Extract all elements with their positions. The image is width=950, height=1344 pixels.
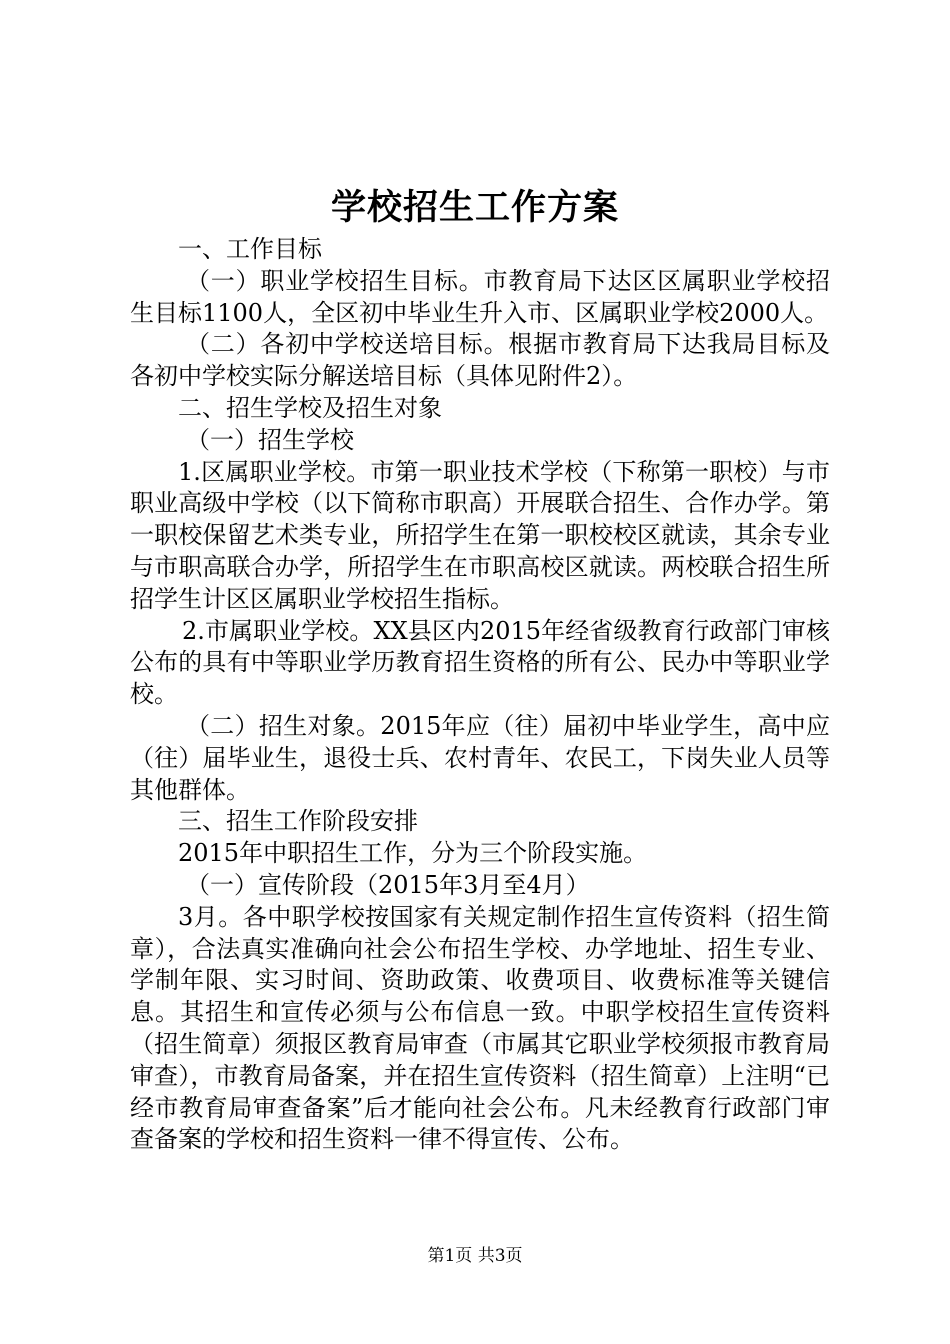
document-body [130, 234, 830, 1156]
paragraph: （二）招生对象。2015年应（往）届初中毕业学生，高中应（往）届毕业生，退役士兵、农村青年、农民工，下岗失业人员等其他群体。 [130, 711, 830, 804]
paragraph: 2015年中职招生工作，分为三个阶段实施。 [178, 839, 648, 868]
paragraph: 2.市属职业学校。XX县区内2015年经省级教育行政部门审核公布的具有中等职业学历教育招生资格的所有公、民办中等职业学校。 [130, 616, 830, 709]
sub-heading: （一）招生学校 [186, 425, 354, 454]
section-heading-3: 三、招生工作阶段安排 [178, 807, 418, 836]
paragraph: （一）职业学校招生目标。市教育局下达区区属职业学校招生目标1100人，全区初中毕业生升入市、区属职业学校2000人。 [130, 266, 830, 327]
sub-heading: （一）宣传阶段（2015年3月至4月） [186, 870, 590, 899]
paragraph: 3月。各中职学校按国家有关规定制作招生宣传资料（招生简章），合法真实准确向社会公布招生学校、办学地址、招生专业、学制年限、实习时间、资助政策、收费项目、收费标准等关键信息。其招生和宣传必须与公布信息一致。中职学校招生宣传资料（招生简章）须报区教育局审查（市属其它职业学校须报市教育局审查），市教育局备案，并在招生宣传资料（招生简章）上注明“已经市教育局审查备案”后才能向社会公布。凡未经教育行政部门审查备案的学校和招生资料一律不得宣传、公布。 [130, 902, 830, 1154]
section-heading-2: 二、招生学校及招生对象 [178, 393, 442, 422]
paragraph: 1.区属职业学校。市第一职业技术学校（下称第一职校）与市职业高级中学校（以下简称市职高）开展联合招生、合作办学。第一职校保留艺术类专业，所招学生在第一职校校区就读，其余专业与市职高联合办学，所招学生在市职高校区就读。两校联合招生所招学生计区区属职业学校招生指标。 [130, 457, 830, 613]
page-footer: 第1页 共3页 [427, 1246, 523, 1266]
paragraph: （二）各初中学校送培目标。根据市教育局下达我局目标及各初中学校实际分解送培目标（具体见附件2）。 [130, 330, 830, 391]
document-title: 学校招生工作方案 [330, 187, 619, 228]
section-heading-1: 一、工作目标 [178, 235, 322, 263]
